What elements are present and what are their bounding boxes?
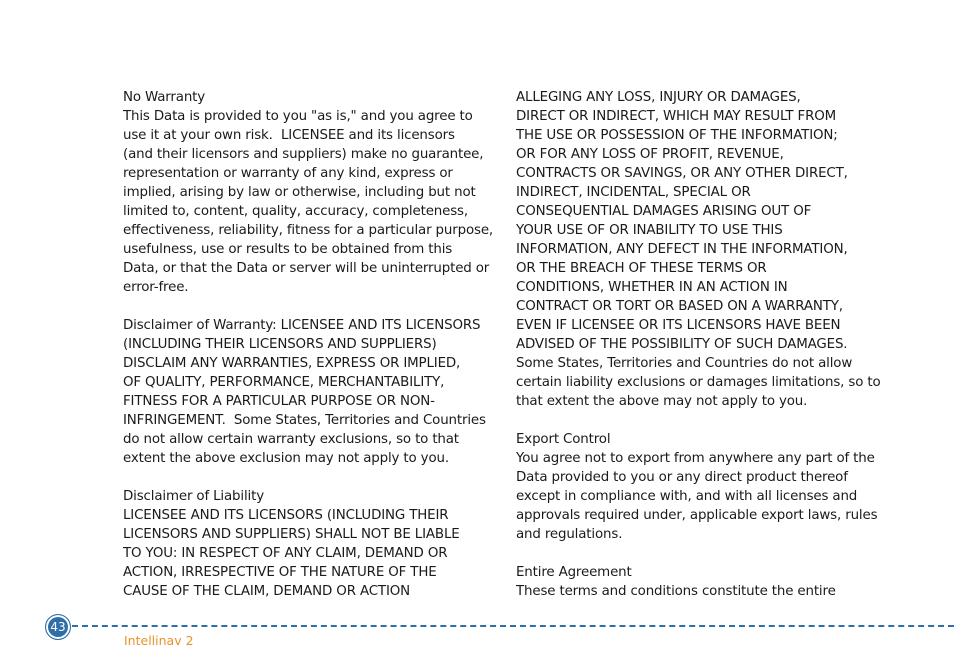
text-line: extent the above exclusion may not apply to you.: [123, 451, 449, 466]
text-line: CONSEQUENTIAL DAMAGES ARISING OUT OF: [516, 204, 812, 219]
left-text-column: [123, 88, 503, 601]
paragraph: [123, 88, 503, 297]
paragraph: [123, 316, 503, 468]
text-line: OR THE BREACH OF THESE TERMS OR: [516, 261, 767, 276]
text-line: ACTION, IRRESPECTIVE OF THE NATURE OF THE: [123, 565, 437, 580]
paragraph: [516, 88, 896, 411]
text-line: (and their licensors and suppliers) make no guarantee,: [123, 147, 484, 162]
text-line: Data, or that the Data or server will be uninterrupted or: [123, 261, 490, 276]
text-line: INFORMATION, ANY DEFECT IN THE INFORMATION,: [516, 242, 848, 257]
text-line: LICENSEE AND ITS LICENSORS (INCLUDING THEIR: [123, 508, 449, 523]
paragraph-gap: [516, 544, 896, 563]
text-line: usefulness, use or results to be obtained from this: [123, 242, 453, 257]
text-line: INFRINGEMENT. Some States, Territories and Countries: [123, 413, 486, 428]
text-line: This Data is provided to you "as is," and you agree to: [123, 109, 473, 124]
text-line: DIRECT OR INDIRECT, WHICH MAY RESULT FROM: [516, 109, 837, 124]
paragraph-first-line: No Warranty: [123, 90, 206, 105]
page-number-badge: 43: [45, 614, 71, 640]
text-line: use it at your own risk. LICENSEE and its licensors: [123, 128, 455, 143]
text-line: LICENSORS AND SUPPLIERS) SHALL NOT BE LIABLE: [123, 527, 460, 542]
text-line: ADVISED OF THE POSSIBILITY OF SUCH DAMAGES.: [516, 337, 848, 352]
text-line: except in compliance with, and with all licenses and: [516, 489, 858, 504]
paragraph-gap: [516, 411, 896, 430]
text-line: CONTRACTS OR SAVINGS, OR ANY OTHER DIRECT,: [516, 166, 848, 181]
text-line: error-free.: [123, 280, 189, 295]
text-line: EVEN IF LICENSEE OR ITS LICENSORS HAVE BEEN: [516, 318, 841, 333]
footer-brand-name: Intellinav 2: [124, 633, 194, 648]
paragraph-gap: [123, 297, 503, 316]
text-line: implied, arising by law or otherwise, including but not: [123, 185, 476, 200]
text-line: DISCLAIM ANY WARRANTIES, EXPRESS OR IMPLIED,: [123, 356, 461, 371]
text-line: INDIRECT, INCIDENTAL, SPECIAL OR: [516, 185, 751, 200]
paragraph-first-line: ALLEGING ANY LOSS, INJURY OR DAMAGES,: [516, 90, 801, 105]
text-line: OF QUALITY, PERFORMANCE, MERCHANTABILITY,: [123, 375, 445, 390]
paragraph: [516, 563, 896, 601]
paragraph-first-line: Export Control: [516, 432, 611, 447]
paragraph-gap: [123, 468, 503, 487]
paragraph: [516, 430, 896, 544]
text-line: that extent the above may not apply to you.: [516, 394, 808, 409]
text-line: TO YOU: IN RESPECT OF ANY CLAIM, DEMAND OR: [123, 546, 448, 561]
text-line: CAUSE OF THE CLAIM, DEMAND OR ACTION: [123, 584, 411, 599]
text-line: Some States, Territories and Countries do not allow: [516, 356, 853, 371]
paragraph: [123, 487, 503, 601]
text-line: CONDITIONS, WHETHER IN AN ACTION IN: [516, 280, 788, 295]
paragraph-first-line: Disclaimer of Warranty: LICENSEE AND ITS LICENSORS: [123, 318, 481, 333]
text-line: FITNESS FOR A PARTICULAR PURPOSE OR NON-: [123, 394, 435, 409]
text-line: Data provided to you or any direct product thereof: [516, 470, 848, 485]
text-line: (INCLUDING THEIR LICENSORS AND SUPPLIERS): [123, 337, 437, 352]
right-text-column: [516, 88, 896, 601]
text-line: THE USE OR POSSESSION OF THE INFORMATION;: [516, 128, 838, 143]
paragraph-first-line: Entire Agreement: [516, 565, 632, 580]
text-line: limited to, content, quality, accuracy, completeness,: [123, 204, 468, 219]
text-line: effectiveness, reliability, fitness for a particular purpose,: [123, 223, 494, 238]
paragraph-first-line: Disclaimer of Liability: [123, 489, 264, 504]
text-line: CONTRACT OR TORT OR BASED ON A WARRANTY,: [516, 299, 843, 314]
text-line: YOUR USE OF OR INABILITY TO USE THIS: [516, 223, 783, 238]
text-line: These terms and conditions constitute the entire: [516, 584, 836, 599]
footer-dashed-divider: [72, 625, 954, 627]
text-line: certain liability exclusions or damages limitations, so to: [516, 375, 881, 390]
text-line: approvals required under, applicable export laws, rules: [516, 508, 878, 523]
text-line: representation or warranty of any kind, express or: [123, 166, 453, 181]
text-line: do not allow certain warranty exclusions, so to that: [123, 432, 459, 447]
text-line: OR FOR ANY LOSS OF PROFIT, REVENUE,: [516, 147, 784, 162]
text-line: and regulations.: [516, 527, 623, 542]
text-line: You agree not to export from anywhere any part of the: [516, 451, 875, 466]
